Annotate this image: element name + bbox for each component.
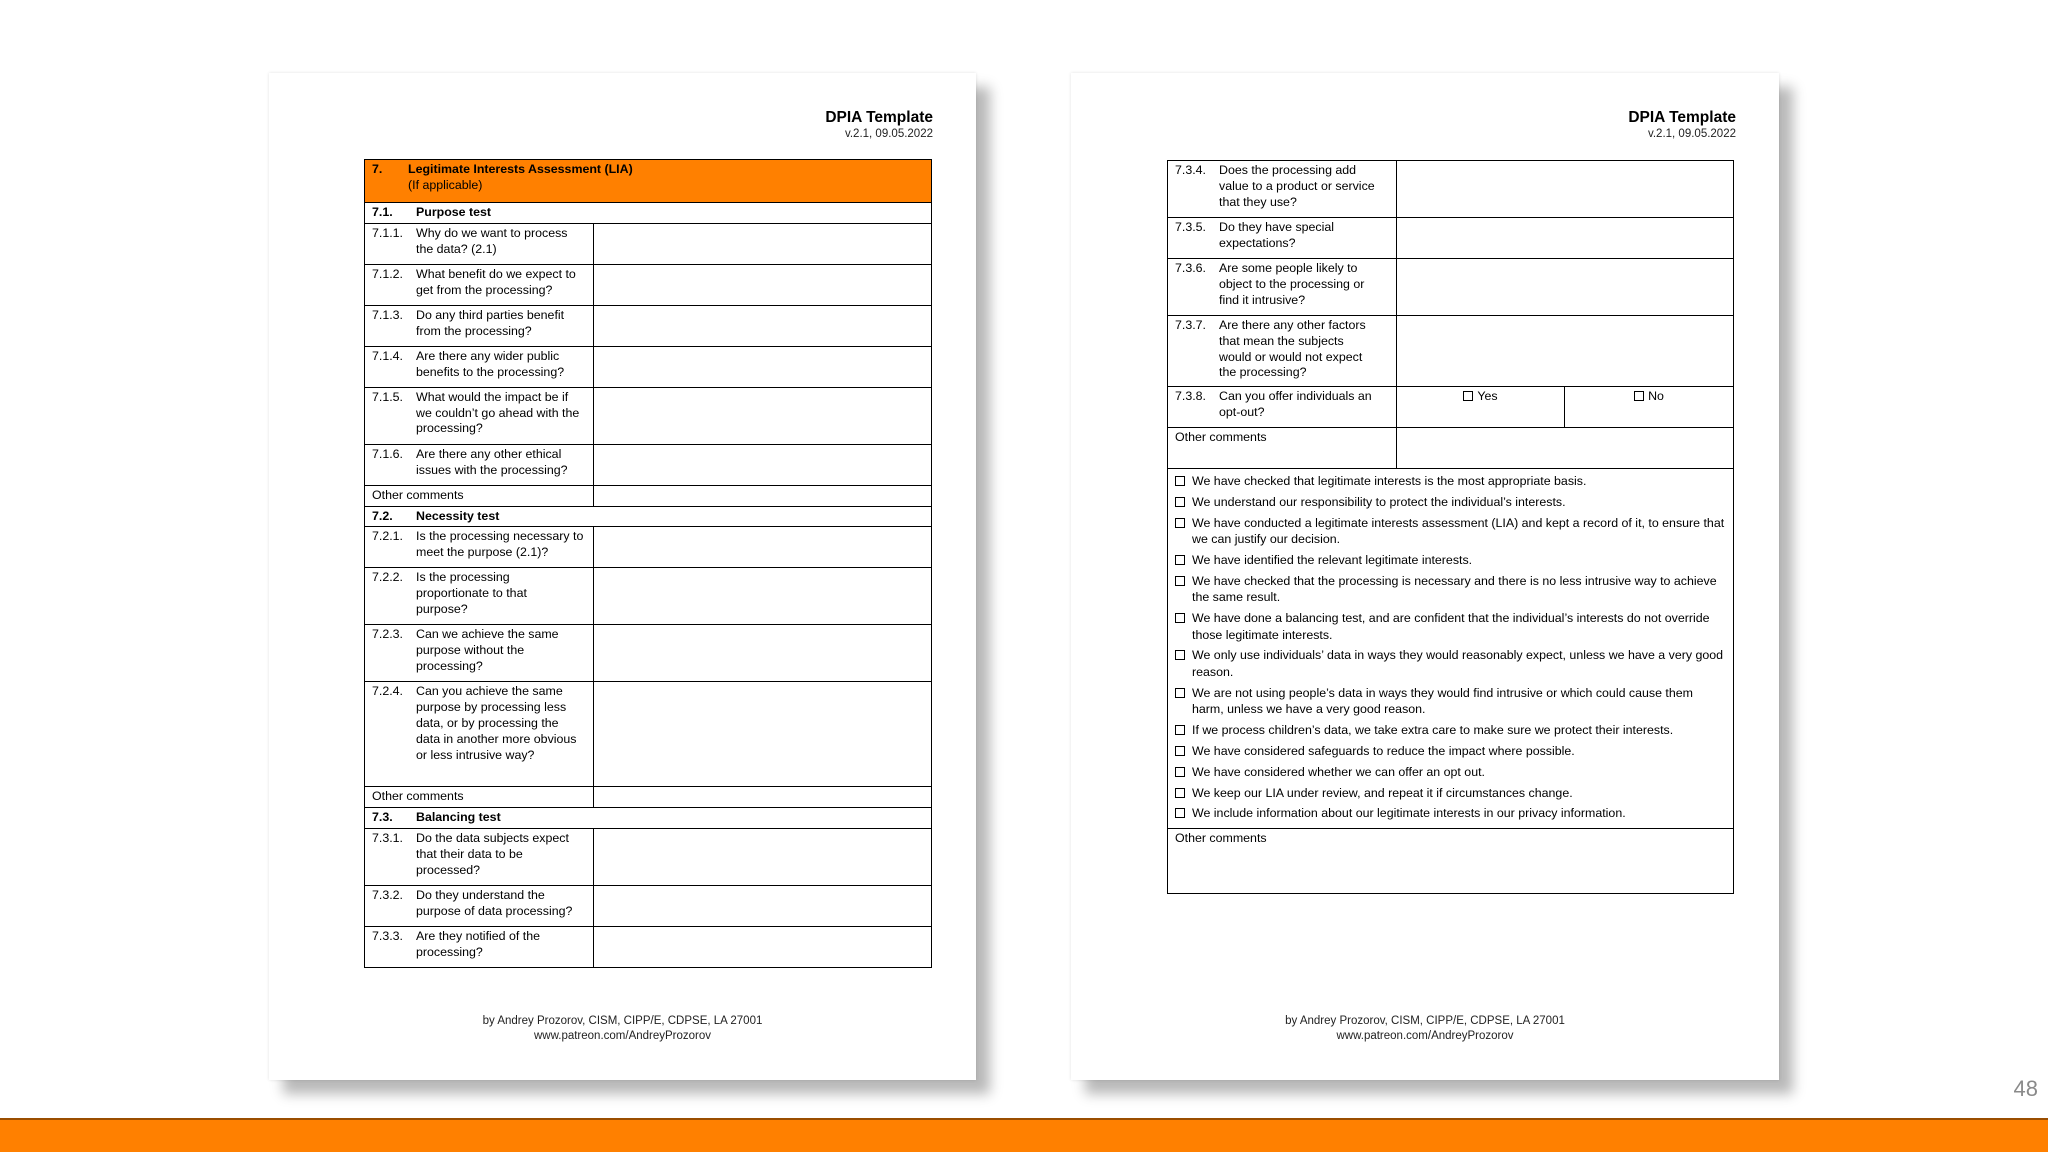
checklist-item[interactable] — [1175, 473, 1726, 490]
answer-cell[interactable] — [594, 305, 932, 346]
answer-cell[interactable] — [594, 387, 932, 444]
other-comments-label: Other comments — [1168, 428, 1397, 469]
checkbox-icon[interactable] — [1175, 808, 1185, 818]
checklist-item[interactable] — [1175, 764, 1726, 781]
question-number: 7.3.2. — [372, 887, 404, 902]
question-row — [1168, 316, 1734, 387]
checkbox-icon[interactable] — [1175, 767, 1185, 777]
question-number: 7.2.2. — [372, 570, 404, 585]
question-number: 7.3.6. — [1175, 261, 1207, 275]
question-text: Do they have special expectations? — [1219, 220, 1335, 250]
footer-author: by Andrey Prozorov, CISM, CIPP/E, CDPSE, LA 27001 — [482, 1015, 763, 1027]
subsection-title: Purpose test — [416, 205, 492, 219]
question-text: Are some people likely to object to the processing or find it intrusive? — [1219, 261, 1365, 307]
other-comments-cell[interactable] — [594, 485, 932, 506]
question-number: 7.3.4. — [1175, 163, 1207, 177]
checklist-item[interactable] — [1175, 685, 1726, 718]
question-row — [365, 885, 932, 926]
checklist-item-text: We have checked that legitimate interests is the most appropriate basis. — [1192, 474, 1587, 488]
subsection-title: Balancing test — [416, 810, 501, 825]
checkbox-icon[interactable] — [1175, 746, 1185, 756]
question-text: Do they understand the purpose of data processing? — [416, 887, 573, 918]
footer-author: by Andrey Prozorov, CISM, CIPP/E, CDPSE, LA 27001 — [1285, 1015, 1565, 1027]
other-comments-label: Other comments — [365, 485, 594, 506]
checklist-item-text: We are not using people’s data in ways they would find intrusive or which could cause them harm, unless we have a very good reason. — [1192, 685, 1693, 717]
answer-cell[interactable] — [594, 223, 932, 264]
question-text: What benefit do we expect to get from the processing? — [416, 266, 576, 297]
doc-title: DPIA Template — [1628, 109, 1736, 126]
question-row — [1168, 259, 1734, 316]
section-title: Legitimate Interests Assessment (LIA) — [408, 162, 633, 176]
question-number: 7.1.3. — [372, 307, 404, 322]
question-text: Can you achieve the same purpose by processing less data, or by processing the data in another more obvious or less intrusive way? — [416, 684, 577, 762]
question-number: 7.3.7. — [1175, 318, 1207, 332]
question-number: 7.1.2. — [372, 266, 404, 281]
checklist-item[interactable] — [1175, 515, 1726, 548]
checklist-item-text: We include information about our legitimate interests in our privacy information. — [1192, 806, 1626, 821]
checklist-item-text: We have conducted a legitimate interests assessment (LIA) and kept a record of it, to ensure that we can justify our decision. — [1192, 515, 1725, 547]
question-text: What would the impact be if we couldn’t go ahead with the processing? — [416, 389, 580, 436]
checklist-item-text: We keep our LIA under review, and repeat it if circumstances change. — [1192, 785, 1573, 800]
checkbox-icon[interactable] — [1175, 725, 1185, 735]
question-number: 7.1.5. — [372, 389, 404, 404]
checklist-item[interactable] — [1175, 573, 1726, 606]
question-text: Do any third parties benefit from the processing? — [416, 307, 565, 338]
answer-cell[interactable] — [1397, 161, 1734, 218]
question-text: Can you offer individuals an opt-out? — [1219, 389, 1372, 419]
question-row — [365, 527, 932, 568]
question-number: 7.2.3. — [372, 627, 404, 642]
subsection-row-necessity — [365, 506, 932, 527]
question-text: Are there any other ethical issues with the processing? — [416, 446, 568, 477]
section-number: 7. — [372, 162, 383, 176]
answer-cell[interactable] — [594, 568, 932, 625]
question-text: Does the processing add value to a product or service that they use? — [1219, 163, 1375, 209]
lia-table-part1 — [364, 159, 932, 968]
checkbox-icon[interactable] — [1175, 788, 1185, 798]
other-comments-cell[interactable] — [1397, 428, 1734, 469]
checkbox-icon[interactable] — [1175, 650, 1185, 660]
checklist-item-text: We only use individuals’ data in ways they would reasonably expect, unless we have a very good reason. — [1192, 648, 1724, 680]
final-comments-row — [1168, 829, 1734, 894]
answer-cell[interactable] — [594, 682, 932, 787]
subsection-number: 7.1. — [372, 205, 393, 219]
no-label: No — [1648, 389, 1664, 403]
checklist-item-text: We have checked that the processing is necessary and there is no less intrusive way to achieve the same result. — [1192, 573, 1717, 605]
checkbox-icon[interactable] — [1175, 497, 1185, 507]
question-number: 7.1.4. — [372, 348, 404, 363]
question-text: Why do we want to process the data? (2.1) — [416, 225, 568, 256]
question-row — [365, 828, 932, 885]
question-text: Are there any wider public benefits to the processing? — [416, 348, 565, 379]
subsection-title: Necessity test — [416, 508, 500, 523]
question-number: 7.3.5. — [1175, 220, 1207, 234]
checklist — [1168, 469, 1734, 829]
footer-link[interactable]: www.patreon.com/AndreyProzorov — [1336, 1030, 1514, 1042]
answer-cell[interactable] — [594, 926, 932, 967]
question-number: 7.3.1. — [372, 830, 404, 845]
lia-table-part2 — [1167, 160, 1734, 894]
answer-cell[interactable] — [594, 264, 932, 305]
question-row — [365, 387, 932, 444]
page-header — [825, 109, 933, 141]
checklist-item[interactable] — [1175, 785, 1726, 802]
doc-version: v.2.1, 09.05.2022 — [1647, 128, 1736, 140]
question-row — [365, 305, 932, 346]
slide-number: 48 — [2013, 1076, 2038, 1101]
question-row — [365, 444, 932, 485]
section-subtitle: (If applicable) — [408, 177, 483, 192]
doc-version: v.2.1, 09.05.2022 — [844, 128, 933, 140]
question-row — [1168, 161, 1734, 218]
question-text: Is the processing proportionate to that purpose? — [416, 570, 527, 616]
checklist-item-text: We have identified the relevant legitimate interests. — [1192, 552, 1473, 567]
page-header — [1628, 109, 1736, 141]
subsection-row-purpose — [365, 203, 932, 224]
checklist-item-text: We have considered safeguards to reduce the impact where possible. — [1192, 744, 1575, 758]
question-number: 7.3.3. — [372, 928, 404, 943]
question-row — [365, 346, 932, 387]
other-comments-row — [365, 787, 932, 808]
other-comments-label: Other comments — [365, 787, 594, 808]
answer-cell[interactable] — [594, 885, 932, 926]
question-number: 7.1.1. — [372, 225, 404, 240]
checklist-item[interactable] — [1175, 805, 1726, 822]
answer-cell[interactable] — [594, 625, 932, 682]
question-number: 7.2.4. — [372, 684, 404, 699]
question-text: Are there any other factors that mean the subjects would or would not expect the processing? — [1219, 318, 1366, 380]
checkbox-icon[interactable] — [1175, 613, 1185, 623]
answer-cell[interactable] — [594, 527, 932, 568]
question-row — [365, 682, 932, 787]
question-row — [365, 223, 932, 264]
final-comments-label: Other comments — [1175, 831, 1267, 846]
checkbox-icon[interactable] — [1175, 476, 1185, 486]
document-page-right — [1071, 73, 1779, 1080]
question-row — [1168, 218, 1734, 259]
checklist-item-text: We understand our responsibility to protect the individual’s interests. — [1192, 494, 1566, 509]
checkbox-icon[interactable] — [1175, 688, 1185, 698]
question-row — [365, 926, 932, 967]
checkbox-icon[interactable] — [1175, 518, 1185, 528]
question-text: Are they notified of the processing? — [416, 928, 540, 959]
bottom-accent-bar — [0, 1120, 2048, 1152]
checklist-item-text: We have done a balancing test, and are confident that the individual’s interests do not override those legitimate interests. — [1192, 611, 1710, 642]
other-comments-row — [365, 485, 932, 506]
checkbox-icon[interactable] — [1463, 391, 1473, 401]
checkbox-icon[interactable] — [1175, 555, 1185, 565]
final-comments-cell[interactable] — [1168, 829, 1734, 894]
no-option[interactable] — [1565, 387, 1734, 428]
question-row — [365, 625, 932, 682]
other-comments-row — [1168, 428, 1734, 469]
subsection-row-balancing — [365, 808, 932, 829]
question-row — [365, 264, 932, 305]
other-comments-cell[interactable] — [594, 787, 932, 808]
answer-cell[interactable] — [594, 828, 932, 885]
section-header-row — [365, 160, 932, 203]
checklist-item-text: If we process children’s data, we take extra care to make sure we protect their interests. — [1192, 723, 1674, 738]
question-text: Do the data subjects expect that their data to be processed? — [416, 830, 569, 877]
answer-cell[interactable] — [1397, 316, 1734, 387]
answer-cell[interactable] — [594, 346, 932, 387]
question-number: 7.3.8. — [1175, 389, 1207, 403]
answer-cell[interactable] — [1397, 218, 1734, 259]
answer-cell[interactable] — [1397, 259, 1734, 316]
checklist-row — [1168, 469, 1734, 829]
question-number: 7.1.6. — [372, 446, 404, 461]
page-footer — [1071, 1014, 1779, 1044]
question-text: Is the processing necessary to meet the purpose (2.1)? — [416, 529, 584, 560]
checkbox-icon[interactable] — [1175, 576, 1185, 586]
question-text: Can we achieve the same purpose without the processing? — [416, 627, 559, 673]
question-row-opt-out — [1168, 387, 1734, 428]
checklist-item[interactable] — [1175, 494, 1726, 511]
checklist-item[interactable] — [1175, 552, 1726, 569]
doc-title: DPIA Template — [825, 109, 933, 126]
footer-link[interactable]: www.patreon.com/AndreyProzorov — [533, 1030, 712, 1042]
page-footer — [269, 1014, 976, 1044]
document-page-left — [269, 73, 976, 1080]
checkbox-icon[interactable] — [1634, 391, 1644, 401]
checklist-item-text: We have considered whether we can offer an opt out. — [1192, 764, 1485, 779]
checklist-item[interactable] — [1175, 610, 1726, 643]
checklist-item[interactable] — [1175, 647, 1726, 680]
question-row — [365, 568, 932, 625]
checklist-item[interactable] — [1175, 722, 1726, 739]
yes-option[interactable] — [1397, 387, 1565, 428]
answer-cell[interactable] — [594, 444, 932, 485]
subsection-number: 7.2. — [372, 508, 393, 523]
question-number: 7.2.1. — [372, 529, 404, 544]
yes-label: Yes — [1477, 389, 1498, 403]
checklist-item[interactable] — [1175, 743, 1726, 760]
subsection-number: 7.3. — [372, 810, 393, 825]
